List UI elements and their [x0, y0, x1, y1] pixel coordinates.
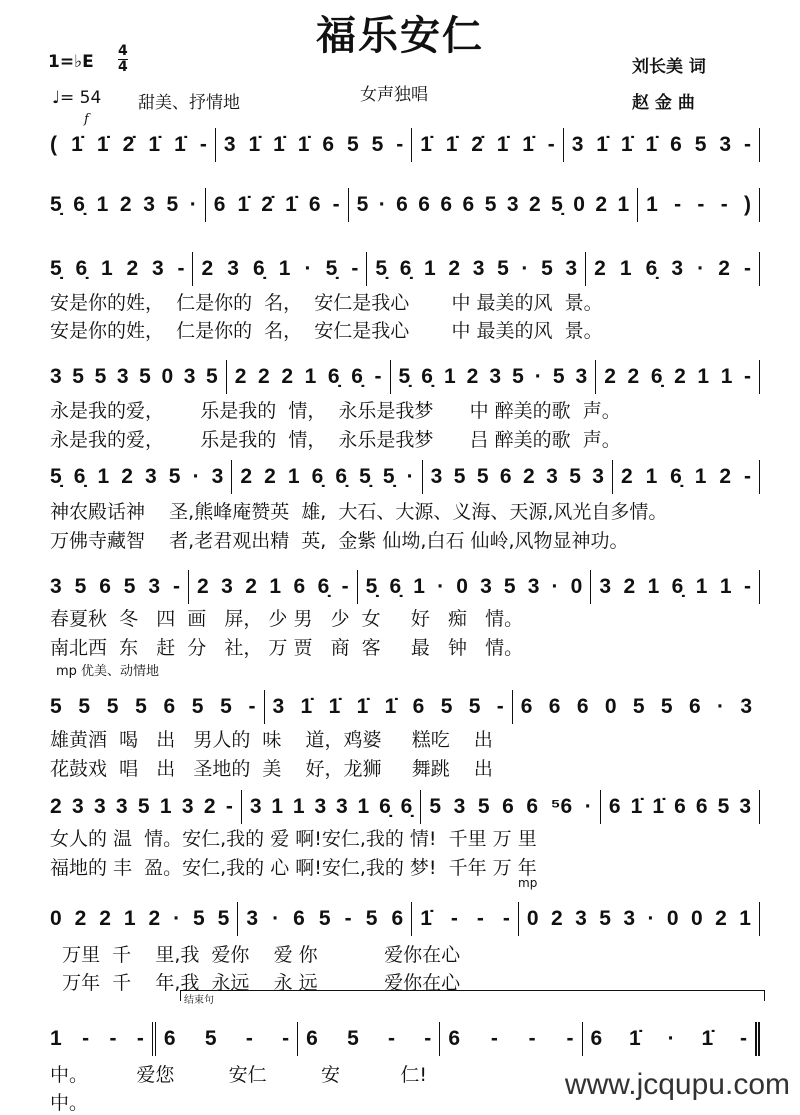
watermark: www.jcqupu.com — [564, 1068, 790, 1101]
measure — [564, 128, 760, 162]
measure-notes: 2 3 3 3 5 1 3 2 - — [50, 795, 233, 818]
lyrics-line-1: 神农殿话神 圣,熊峰庵赞英 雄, 大石、大源、义海、天源,风光自多情。 — [50, 501, 668, 523]
measure-notes: 5̣ 6̣ 1 2 3 5 · 5 3 — [375, 257, 578, 280]
measure — [227, 360, 391, 394]
measure-notes: 5̣ 6̣ 1 2 3 5 · — [50, 193, 197, 216]
measure — [50, 902, 238, 936]
measure-notes: 3 1 1 3 3 1 6̣ 6̣ — [249, 795, 413, 818]
measure-notes: 5 3 5 6 6 ⁵6 · — [429, 795, 592, 818]
measure — [50, 790, 242, 824]
staff-row — [50, 360, 760, 394]
staff-row — [50, 252, 760, 286]
song-title: 福乐安仁 — [316, 12, 484, 59]
measure — [349, 188, 639, 222]
measure — [519, 902, 760, 936]
measure — [238, 902, 412, 936]
expression-mark: 甜美、抒情地 — [138, 93, 240, 113]
staff-row — [50, 570, 760, 604]
lyrics-line-2: 万年 千 年,我 永远 永 远 爱你在心 — [50, 972, 461, 994]
lyrics-line-1: 女人的 温 情。安仁,我的 爱 啊!安仁,我的 情! 千里 万 里 — [50, 828, 537, 850]
measure-notes: 5̣ 6̣ 1 2 3 - — [50, 257, 185, 280]
performance-type: 女声独唱 — [360, 85, 428, 105]
measure — [601, 790, 760, 824]
measure-notes: 6 1̇ 2̇ 1̇ 6 - — [213, 193, 340, 216]
measure-notes: 3 1̇ 1̇ 1̇ 6 5 5 - — [223, 133, 404, 156]
measure-notes: 3 · 6 5 - 5 6 — [246, 907, 404, 930]
measure-notes: 6 6 6 0 5 5 6 · 3 — [520, 695, 752, 718]
measure-notes: 6 - - - — [448, 1027, 574, 1050]
lyrics-line-1: 安是你的姓， 仁是你的 名， 安仁是我心 中 最美的风 景。 — [50, 292, 603, 314]
staff-row — [50, 188, 760, 222]
lyrics-line-2: 福地的 丰 盈。安仁,我的 心 啊!安仁,我的 梦! 千年 万 年 — [50, 857, 537, 879]
measure — [412, 128, 563, 162]
staff-row — [50, 790, 760, 824]
measure-notes: 1̇ - - - — [420, 907, 510, 930]
measure — [421, 790, 601, 824]
mp-expression: mp 优美、动情地 — [56, 664, 160, 679]
measure — [50, 570, 189, 604]
measure — [298, 1022, 440, 1056]
lyrics-line-2: 花鼓戏 唱 出 圣地的 美 好，龙狮 舞跳 出 — [50, 758, 493, 780]
measure — [193, 252, 367, 286]
measure-notes: 0 2 3 5 3 · 0 0 2 1 — [526, 907, 751, 930]
measure-notes: 3 5 6 5 3 - — [50, 575, 180, 598]
measure-notes: 2 2 1 6̣ 6̣ 5̣ 5̣ · — [240, 465, 414, 488]
measure — [50, 128, 216, 162]
lyrics-line-1: 永是我的爱， 乐是我的 情， 永乐是我梦 中 醉美的歌 声。 — [50, 400, 621, 422]
time-top: 4 — [118, 43, 128, 59]
measure — [216, 128, 412, 162]
measure — [50, 252, 193, 286]
lyrics-line-2: 南北西 东 赶 分 社， 万 贾 商 客 最 钟 情。 — [50, 637, 524, 659]
measure-notes: 2 2 2 1 6̣ 6̣ - — [234, 365, 382, 388]
measure — [412, 902, 519, 936]
key-signature: 1=♭E — [48, 52, 94, 72]
measure-notes: 2 2 6̣ 2 1 1 - — [604, 365, 751, 388]
lyrics-line-1: 春夏秋 冬 四 画 屏， 少 男 少 女 好 痴 情。 — [50, 608, 524, 630]
measure-notes: 0 2 2 1 2 · 5 5 — [50, 907, 230, 930]
lyrics-line-2: 永是我的爱， 乐是我的 情， 永乐是我梦 吕 醉美的歌 声。 — [50, 429, 621, 451]
measure-notes: 6 1̇ · 1̇ - — [590, 1027, 748, 1050]
measure — [513, 690, 760, 724]
measure-notes: 2 1 6̣ 3 · 2 - — [594, 257, 751, 280]
measure-notes: 1̇ 1̇ 2̇ 1̇ 1̇ - — [420, 133, 555, 156]
measure — [638, 188, 760, 222]
lyricist: 刘长美 词 — [632, 57, 706, 77]
lyrics-line-2: 安是你的姓， 仁是你的 名， 安仁是我心 中 最美的风 景。 — [50, 320, 603, 342]
measure — [423, 460, 613, 494]
measure-notes: 3 2 1 6̣ 1 1 - — [599, 575, 752, 598]
measure-notes: 5̣ 6̣ 1 2 3 5 · 3 — [50, 465, 224, 488]
measure — [50, 690, 265, 724]
measure — [596, 360, 760, 394]
measure-notes: 3 5 5 3 5 0 3 5 — [50, 365, 218, 388]
measure — [50, 188, 206, 222]
time-bottom: 4 — [118, 59, 128, 75]
measure — [232, 460, 422, 494]
measure-notes: 6 5 - - — [163, 1027, 290, 1050]
measure — [242, 790, 422, 824]
measure-notes: 1 - - - ) — [646, 193, 752, 216]
staff-row — [50, 460, 760, 494]
measure — [50, 360, 227, 394]
measure-notes: 5 · 6 6 6 6 5 3 2 5̣ 0 2 1 — [356, 193, 630, 216]
measure-notes: 5̣ 6̣ 1 2 3 5 · 5 3 — [398, 365, 588, 388]
lyrics-line-2: 中。 — [50, 1092, 89, 1114]
measure-notes: 6 5 - - — [306, 1027, 432, 1050]
measure — [156, 1022, 298, 1056]
measure-notes: 2 3 2 1 6 6̣ - — [197, 575, 349, 598]
measure-notes: 1 - - - — [50, 1027, 144, 1050]
measure — [265, 690, 513, 724]
measure-notes: 2 3 6̣ 1 · 5̣ - — [201, 257, 359, 280]
measure — [391, 360, 597, 394]
measure-notes: 5 5 5 5 6 5 5 - — [50, 695, 256, 718]
measure — [591, 570, 760, 604]
measure — [189, 570, 358, 604]
measure — [440, 1022, 582, 1056]
measure-notes: 3 1̇ 1̇ 1̇ 1̇ 6 5 5 - — [272, 695, 504, 718]
lyrics-line-1: 中。 爱您 安仁 安 仁! — [50, 1064, 428, 1086]
measure — [358, 570, 592, 604]
measure — [206, 188, 349, 222]
time-signature — [118, 44, 128, 75]
measure — [583, 1022, 761, 1056]
measure — [50, 460, 232, 494]
ending-label: 结束句 — [184, 995, 214, 1006]
staff-row — [50, 902, 760, 936]
staff-row — [50, 1022, 760, 1056]
measure-notes: 2 1 6̣ 1 2 - — [620, 465, 751, 488]
lyrics-line-2: 万佛寺藏智 者,老君观出精 英, 金紫 仙坳,白石 仙岭,风物显神功。 — [50, 530, 629, 552]
composer: 赵 金 曲 — [632, 93, 695, 113]
measure-notes: ( 1̇ 1̇ 2̇ 1̇ 1̇ - — [50, 133, 207, 156]
dynamic-f: f — [84, 112, 89, 127]
measure-notes: 3 5 5 6 2 3 5 3 — [430, 465, 604, 488]
staff-row — [50, 128, 760, 162]
measure-notes: 6 1̇ 1̇ 6 6 5 3 — [608, 795, 751, 818]
measure-notes: 5̣ 6̣ 1 · 0 3 5 3 · 0 — [365, 575, 583, 598]
measure — [586, 252, 760, 286]
tempo-mark: ♩= 54 — [52, 88, 102, 108]
lyrics-line-1: 万里 千 里,我 爱你 爱 你 爱你在心 — [50, 944, 461, 966]
lyrics-line-1: 雄黄酒 喝 出 男人的 味 道，鸡婆 糕吃 出 — [50, 729, 493, 751]
staff-row — [50, 690, 760, 724]
measure — [613, 460, 760, 494]
measure — [367, 252, 586, 286]
measure — [50, 1022, 156, 1056]
mp-mark: mp — [518, 876, 538, 890]
measure-notes: 3 1̇ 1̇ 1̇ 6 5 3 - — [571, 133, 751, 156]
